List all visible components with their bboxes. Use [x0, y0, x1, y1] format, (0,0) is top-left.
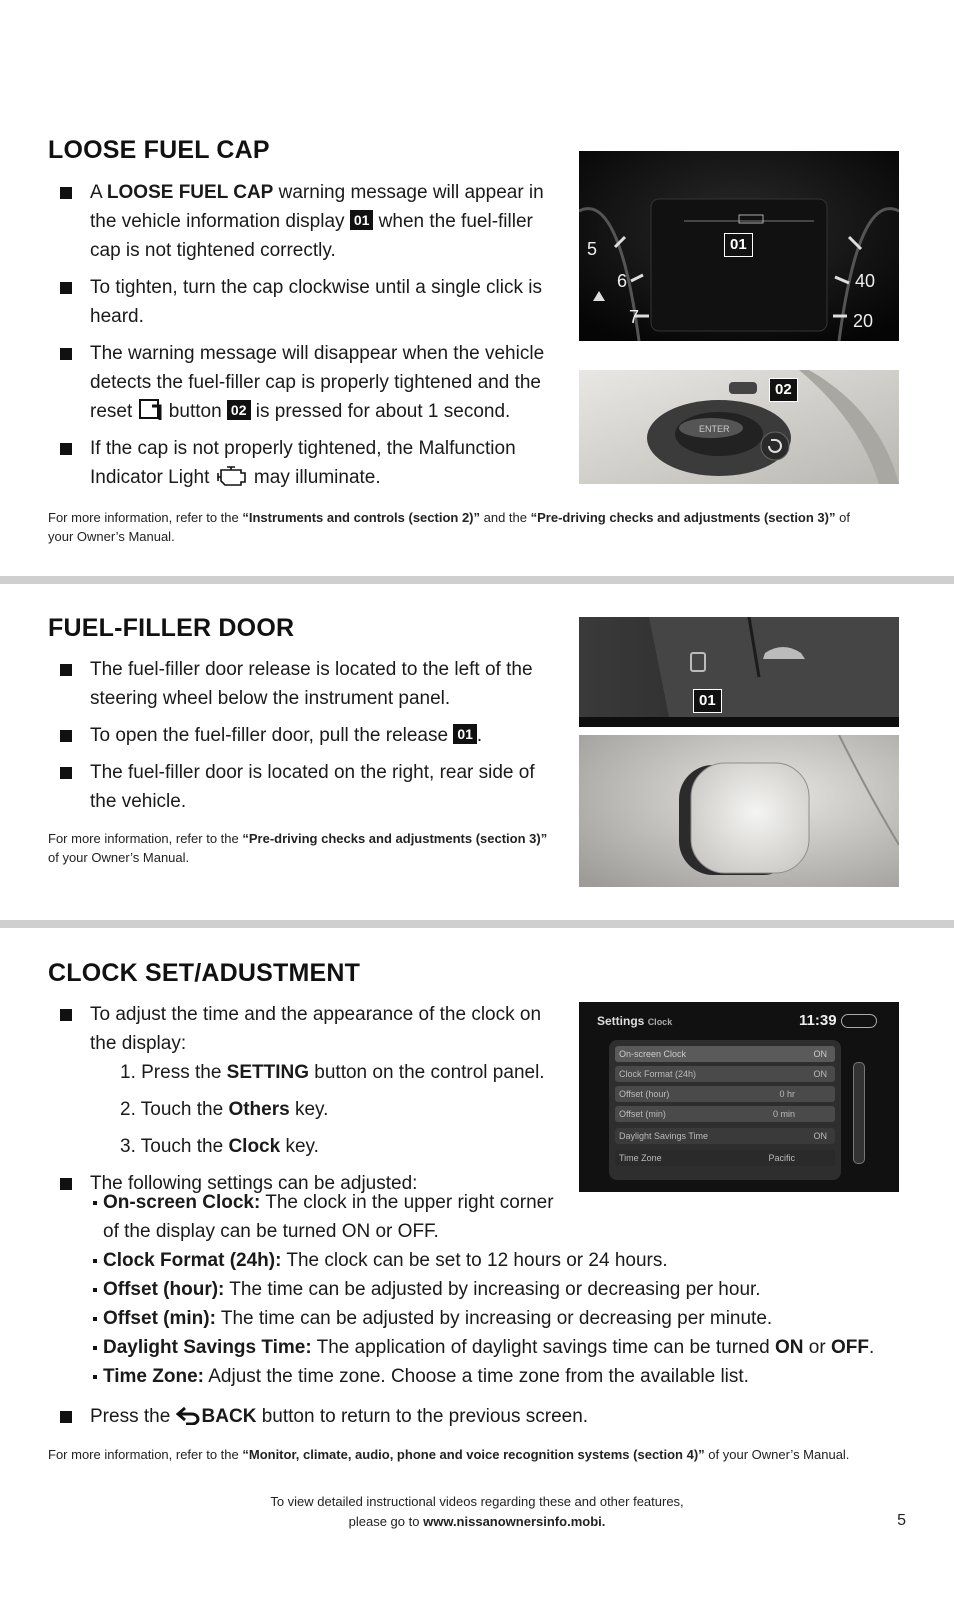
step-item: 2. Touch the Others key.	[120, 1099, 329, 1120]
section-divider	[0, 920, 954, 928]
settings-row[interactable]: Daylight Savings Time ON	[615, 1128, 835, 1144]
gauge-number: 6	[617, 271, 628, 291]
setting-item: Time Zone: Adjust the time zone. Choose a time zone from the available list.	[93, 1362, 913, 1391]
screen-settings-panel	[609, 1040, 841, 1180]
bullet-square-icon	[60, 1411, 72, 1423]
list-item: A LOOSE FUEL CAP warning message will appear in the vehicle information display 01 when the fuel-filler cap is not tightened correctly.	[60, 178, 560, 265]
gauge-number: 7	[629, 307, 640, 327]
screen-status-pill	[841, 1014, 877, 1028]
step-item: 1. Press the SETTING button on the control panel.	[120, 1062, 545, 1083]
clock-settings-list	[93, 1188, 913, 1391]
callout-badge: 01	[350, 210, 374, 230]
callout-badge: 01	[453, 724, 477, 744]
screen-clock-time: 11:39	[799, 1012, 837, 1029]
release-switch-illustration	[579, 617, 899, 727]
list-item: To adjust the time and the appearance of the clock on the display: 1. Press the SETTING button on the control panel. 2. Touch the Others key. 3. Touch the Clock key.	[60, 1000, 560, 1161]
settings-row[interactable]: Offset (hour) 0 hr	[615, 1086, 835, 1102]
setting-item: Offset (hour): The time can be adjusted by increasing or decreasing per hour.	[93, 1275, 913, 1304]
steering-controls-illustration	[579, 370, 899, 484]
setting-item: Daylight Savings Time: The application of daylight savings time can be turned ON or OFF.	[93, 1333, 913, 1362]
list-item: To tighten, turn the cap clockwise until a single click is heard.	[60, 273, 560, 331]
setting-item: Offset (min): The time can be adjusted by increasing or decreasing per minute.	[93, 1304, 913, 1333]
settings-row[interactable]: Time Zone Pacific	[615, 1150, 835, 1166]
page-footer: To view detailed instructional videos regarding these and other features, please go to www.nissanownersinfo.mobi.	[270, 1494, 684, 1529]
section-title-fuel-filler-door: FUEL-FILLER DOOR	[48, 614, 295, 642]
clock-steps	[90, 1058, 560, 1161]
website-link[interactable]: www.nissanownersinfo.mobi.	[423, 1514, 606, 1529]
section-divider	[0, 576, 954, 584]
photo-callout-01: 01	[724, 233, 753, 257]
fuel-filler-door-bullets	[60, 655, 560, 824]
bullet-square-icon	[60, 443, 72, 455]
fuel-filler-door-reference-note: For more information, refer to the “Pre-driving checks and adjustments (section 3)” of your Owner’s Manual.	[48, 831, 548, 865]
callout-badge: 02	[227, 400, 251, 420]
setting-item: On-screen Clock: The clock in the upper right corner of the display can be turned ON or OFF.	[93, 1188, 563, 1246]
loose-fuel-cap-bullets	[60, 178, 560, 500]
list-item: The fuel-filler door release is located to the left of the steering wheel below the instrument panel.	[60, 655, 560, 713]
list-item: To open the fuel-filler door, pull the release 01 .	[60, 721, 560, 750]
section-title-loose-fuel-cap: LOOSE FUEL CAP	[48, 136, 270, 164]
setting-item: Clock Format (24h): The clock can be set to 12 hours or 24 hours.	[93, 1246, 913, 1275]
bullet-square-icon	[60, 282, 72, 294]
clock-settings-screen-photo	[579, 1002, 899, 1192]
gauge-number: 20	[853, 311, 874, 331]
bullet-square-icon	[60, 664, 72, 676]
settings-row[interactable]: On-screen Clock ON	[615, 1046, 835, 1062]
bullet-square-icon	[60, 187, 72, 199]
settings-row[interactable]: Offset (min) 0 min	[615, 1106, 835, 1122]
gauge-number: 40	[855, 271, 876, 291]
list-item: If the cap is not properly tightened, the Malfunction Indicator Light may illuminate.	[60, 434, 560, 492]
bullet-square-icon	[60, 767, 72, 779]
bullet-square-icon	[60, 1009, 72, 1021]
enter-label: ENTER	[699, 424, 730, 434]
malfunction-indicator-light-icon	[215, 464, 249, 488]
fuel-door-release-photo	[579, 617, 899, 727]
bullet-square-icon	[60, 1178, 72, 1190]
photo-callout-01: 01	[693, 689, 722, 713]
list-item: The warning message will disappear when the vehicle detects the fuel-filler cap is properly tightened and the reset button 02 is pressed for about 1 second.	[60, 339, 560, 426]
fuel-door-illustration	[579, 735, 899, 887]
screen-header: Settings Clock	[597, 1014, 673, 1028]
settings-row[interactable]: Clock Format (24h) ON	[615, 1066, 835, 1082]
section-title-clock-set: CLOCK SET/ADUSTMENT	[48, 959, 361, 987]
fuel-filler-door-photo	[579, 735, 899, 887]
reset-button-icon	[138, 398, 164, 422]
list-item: The following settings can be adjusted:	[60, 1169, 560, 1198]
clock-reference-note: For more information, refer to the “Monitor, climate, audio, phone and voice recognition systems (section 4)” of your Owner’s Manual.	[48, 1447, 850, 1462]
screen-scrollbar[interactable]	[853, 1062, 865, 1164]
instrument-cluster-photo	[579, 151, 899, 341]
bullet-square-icon	[60, 730, 72, 742]
gauge-number: 5	[587, 239, 598, 259]
loose-fuel-cap-reference-note: For more information, refer to the “Instruments and controls (section 2)” and the “Pre-driving checks and adjustments (section 3)” of your Owner’s Manual.	[48, 510, 850, 544]
list-item: The fuel-filler door is located on the right, rear side of the vehicle.	[60, 758, 560, 816]
steering-wheel-controls-photo	[579, 370, 899, 484]
clock-bullets	[60, 1000, 560, 1206]
photo-callout-02: 02	[769, 378, 798, 402]
clock-back-bullet	[60, 1402, 880, 1439]
list-item: Press the BACK button to return to the previous screen.	[60, 1402, 880, 1431]
step-item: 3. Touch the Clock key.	[120, 1136, 319, 1157]
back-arrow-icon	[176, 1405, 202, 1425]
bullet-square-icon	[60, 348, 72, 360]
page-number: 5	[897, 1512, 906, 1529]
